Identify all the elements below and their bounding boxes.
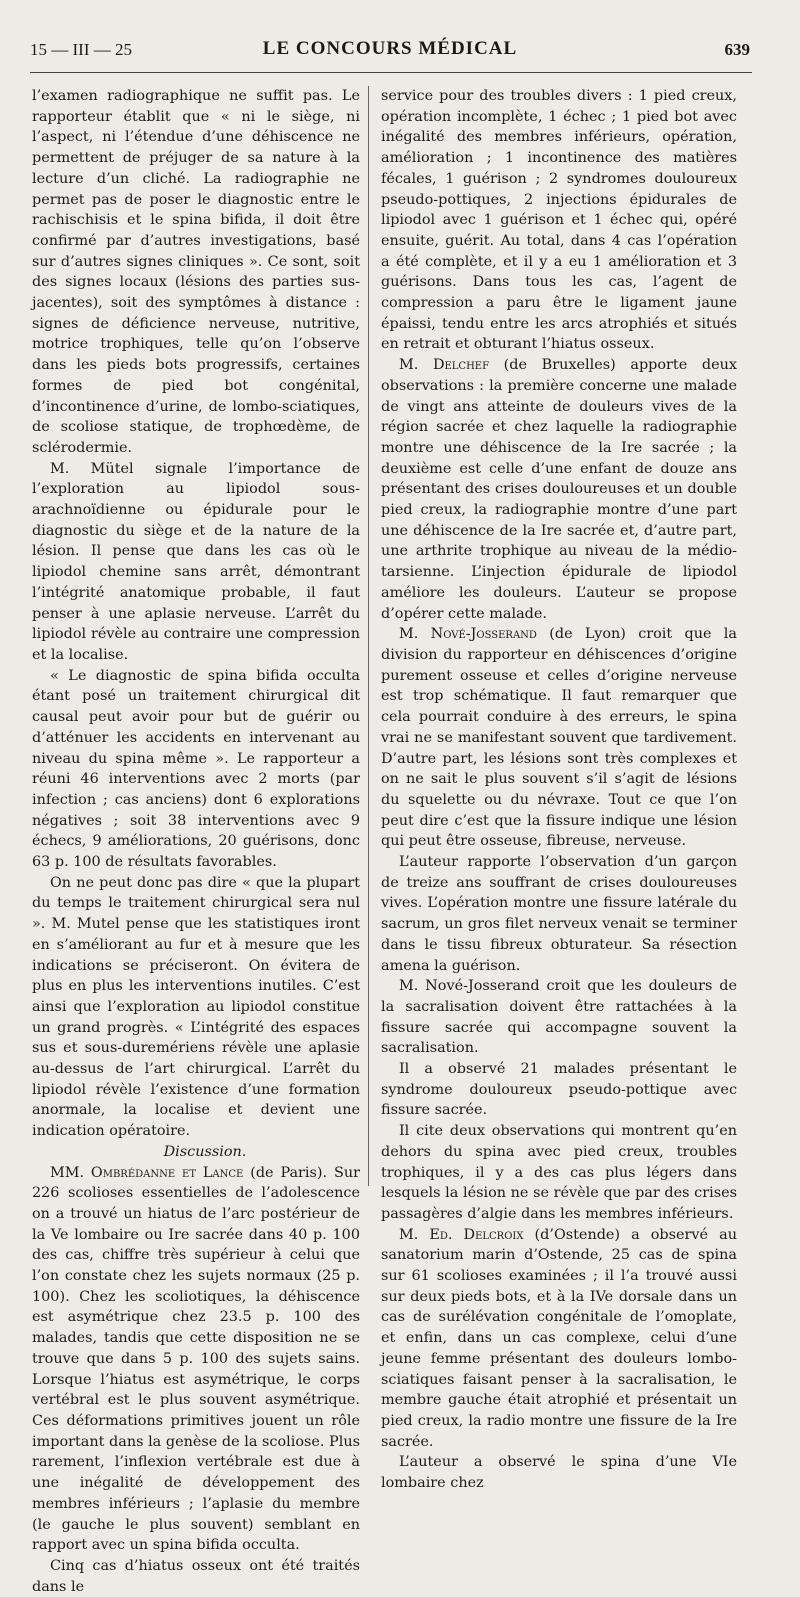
author-name: M. Delchef xyxy=(399,357,490,374)
left-column xyxy=(32,86,360,1597)
paragraph-text: (d’Ostende) a observé au sanatorium marin d’Ostende, 25 cas de spina sur 61 scolioses examinées ; il l’a trouvé aussi sur deux pieds bots, et à la IVe dorsale dans un cas de surélévation congénitale de l’omoplate, et enfin, dans un cas complexe, celui d’une jeune femme présentant des douleurs lombo-sciatiques faisant penser à la sacralisation, le membre gauche était atrophié et présentait un pied creux, la radio montre une fissure de la Ire sacrée. xyxy=(381,1226,737,1450)
paragraph: Il cite deux observations qui montrent qu’en dehors du spina avec pied creux, troubles trophiques, il y a des cas plus légers dans lesquels la lésion ne se révèle que par des crises passagères d’algie dans les membres inférieurs. xyxy=(381,1123,737,1222)
author-name: M. Ed. Delcroix xyxy=(399,1226,524,1243)
journal-title: LE CONCOURS MÉDICAL xyxy=(262,38,518,59)
author-names: MM. Ombrédanne et Lance xyxy=(50,1164,244,1181)
header-rule xyxy=(30,72,752,73)
paragraph xyxy=(381,355,737,624)
author-name: M. Nové-Josserand xyxy=(399,626,537,643)
issue-date: 15 — III — 25 xyxy=(30,40,132,59)
paragraph-text: (de Paris). Sur 226 scolioses essentielles de l’adolescence on a trouvé un hiatus de l’arc postérieur de la Ve lombaire ou Ire sacrée dans 40 p. 100 des cas, chiffre très supérieur à celui que l’on constate chez les sujets normaux (25 p. 100). Chez les scoliotiques, la déhiscence est asymétrique chez 23.5 p. 100 des malades, tandis que cette disposition ne se trouve que dans 5 p. 100 des sujets sains. Lorsque l’hiatus est asymétrique, le corps vertébral est le plus souvent asymétrique. Ces déformations primitives jouent un rôle important dans la genèse de la scoliose. Plus rarement, l’inflexion vertébrale est due à une inégalité de développement des membres inférieurs ; l’aplasie du membre (le gauche le plus souvent) semblant en rapport avec un spina bifida occulta. xyxy=(32,1164,360,1554)
paragraph-text: (de Lyon) croit que la division du rapporteur en déhiscences d’origine purement osseuse et celles d’origine nerveuse est trop schématique. Il faut remarquer que cela pourrait conduire à des erreurs, le spina vrai ne se manifestant souvent que tardivement. D’autre part, les lésions sont très complexes et on ne sait le plus souvent s’il s’agit de lésions du squelette ou du névraxe. Tout ce que l’on peut dire c’est que la fissure indique une lésion qui peut être osseuse, fibreuse, nerveuse. xyxy=(381,626,737,850)
paragraph: L’auteur a observé le spina d’une VIe lombaire chez xyxy=(381,1454,737,1492)
paragraph: « Le diagnostic de spina bifida occulta étant posé un traitement chirurgical dit causal peut avoir pour but de guérir ou d’atténuer les accidents en intervenant au niveau du spina même ». Le rapporteur a réuni 46 interventions avec 2 morts (par infection ; cas anciens) dont 6 explorations négatives ; soit 38 interventions avec 9 échecs, 9 améliorations, 20 guérisons, donc 63 p. 100 de résultats favorables. xyxy=(32,667,360,871)
page-header xyxy=(30,38,750,64)
paragraph: l’examen radiographique ne suffit pas. Le rapporteur établit que « ni le siège, ni l’aspect, ni l’étendue d’une déhiscence ne permettent de préjuger de sa nature à la lecture d’un cliché. La radiographie ne permet pas de poser le diagnostic entre le rachischisis et le spina bifida, il doit être confirmé par d’autres investigations, basé sur d’autres signes cliniques ». Ce sont, soit des signes locaux (lésions des parties sus-jacentes), soit des symptômes à distance : signes de déficience nerveuse, nutritive, motrice trophiques, telle qu’on l’observe dans les pieds bots progressifs, certaines formes de pied bot congénital, d’incontinence d’urine, de lombo-sciatiques, de scoliose statique, de trophœdème, de sclérodermie. xyxy=(32,88,360,456)
paragraph xyxy=(32,1163,360,1556)
paragraph: M. Mütel signale l’importance de l’exploration au lipiodol sous-arachnoïdienne ou épidurale pour le diagnostic du siège et de la nature de la lésion. Il pense que dans les cas où le lipiodol chemine sans arrêt, démontrant l’intégrité anatomique probable, il faut penser à une aplasie nerveuse. L’arrêt du lipiodol révèle au contraire une compression et la localise. xyxy=(32,460,360,663)
page-number: 639 xyxy=(724,40,750,59)
paragraph xyxy=(381,1225,737,1453)
paragraph: service pour des troubles divers : 1 pied creux, opération incomplète, 1 échec ; 1 pied bot avec inégalité des membres inférieurs, opération, amélioration ; 1 incontinence des matières fécales, 1 guérison ; 2 syndromes douloureux pseudo-pottiques, 2 injections épidurales de lipiodol avec 1 guérison et 1 échec qui, opéré ensuite, guérit. Au total, dans 4 cas l’opération a été complète, et il y a eu 1 amélioration et 3 guérisons. Dans tous les cas, l’agent de compression a paru être le ligament jaune épaissi, tendu entre les arcs atrophiés et situés en retrait et obturant l’hiatus osseux. xyxy=(381,88,737,353)
paragraph-text: (de Bruxelles) apporte deux observations : la première concerne une malade de vingt ans atteinte de douleurs vives de la région sacrée et chez laquelle la radiographie montre une déhiscence de la Ire sacrée ; la deuxième est celle d’une enfant de douze ans présentant des crises douloureuses et un double pied creux, la radiographie montre d’une part une déhiscence de la Ire sacrée et, d’autre part, une arthrite trophique au niveau de la médio-tarsienne. L’injection épidurale de lipiodol améliore les douleurs. L’auteur se propose d’opérer cette malade. xyxy=(381,357,737,622)
paragraph: M. Nové-Josserand croit que les douleurs de la sacralisation doivent être rattachées à la fissure sacrée qui accompagne souvent la sacralisation. xyxy=(381,978,737,1057)
paragraph: Il a observé 21 malades présentant le syndrome douloureux pseudo-pottique avec fissure sacrée. xyxy=(381,1061,737,1119)
paragraph: On ne peut donc pas dire « que la plupart du temps le traitement chirurgical sera nul ». M. Mutel pense que les statistiques iront en s’améliorant au fur et à mesure que les indications se préciseront. On évitera de plus en plus les interventions inutiles. C’est ainsi que l’exploration au lipiodol constitue un grand progrès. « L’intégrité des espaces sus et sous-duremériens révèle une aplasie au-dessus de l’art chirurgical. L’arrêt du lipiodol révèle l’existence d’une formation anormale, la localise et devient une indication opératoire. xyxy=(32,874,360,1140)
right-column xyxy=(381,86,737,1494)
paragraph: L’auteur rapporte l’observation d’un garçon de treize ans souffrant de crises douloureuses vives. L’opération montre une fissure latérale du sacrum, un gros filet nerveux venait se terminer dans le tissu fibreux obturateur. Sa résection amena la guérison. xyxy=(381,854,737,974)
paragraph xyxy=(381,624,737,852)
column-divider xyxy=(368,86,369,1186)
paragraph: Cinq cas d’hiatus osseux ont été traités dans le xyxy=(32,1557,360,1595)
section-heading: Discussion. xyxy=(163,1143,247,1160)
